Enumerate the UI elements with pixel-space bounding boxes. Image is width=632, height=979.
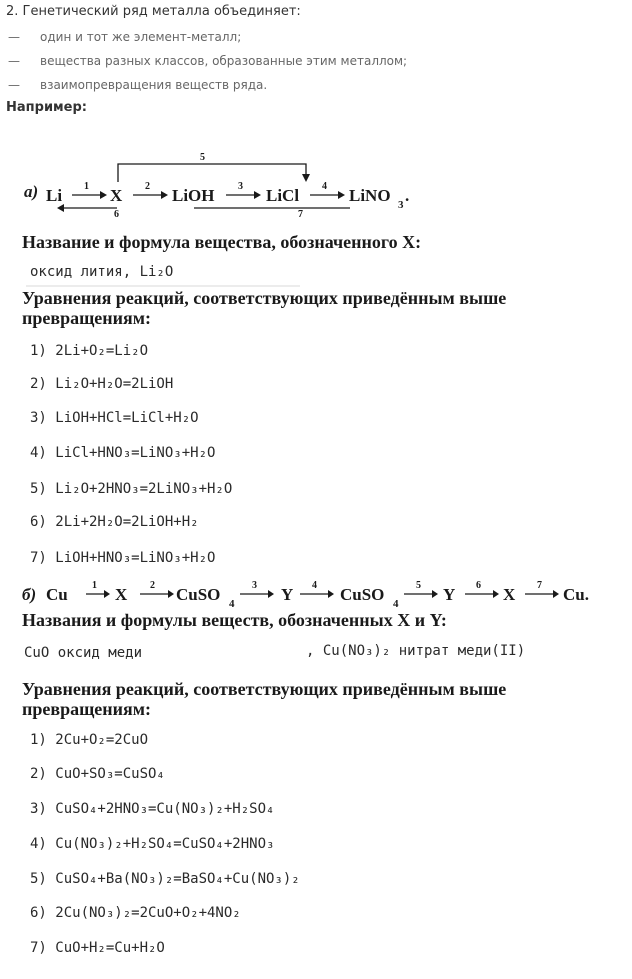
- chain-b-cu: Cu: [46, 585, 68, 604]
- equation-a-1: 1) 2Li+O₂=Li₂O: [30, 343, 149, 359]
- answer-b-y: , Cu(NO₃)₂ нитрат меди(II): [306, 643, 526, 659]
- equations-title-b-1: Уравнения реакций, соответствующих приведённым выше: [22, 679, 507, 699]
- equation-b-6: 6) 2Cu(NO₃)₂=2CuO+O₂+4NO₂: [30, 905, 241, 921]
- intro-heading: 2. Генетический ряд металла объединяет:: [6, 4, 301, 19]
- chain-a-li: Li: [46, 186, 63, 205]
- equation-a-6: 6) 2Li+2H₂O=2LiOH+H₂: [30, 514, 199, 530]
- bullet-text-2: вещества разных классов, образованные этим металлом;: [40, 54, 408, 68]
- chain-a-licl: LiCl: [266, 186, 300, 205]
- chain-a-period: .: [405, 186, 410, 205]
- equation-a-2: 2) Li₂O+H₂O=2LiOH: [30, 376, 174, 392]
- chain-b-num-7: 7: [537, 580, 542, 591]
- example-label: Например:: [6, 100, 87, 115]
- chain-a-num-4: 4: [322, 181, 327, 192]
- chain-b-num-6: 6: [476, 580, 481, 591]
- part-b-label: б): [22, 585, 37, 604]
- bullet-text-3: взаимопревращения веществ ряда.: [40, 78, 268, 92]
- question-x: Название и формула вещества, обозначенного X:: [22, 232, 422, 252]
- chain-a-num-3: 3: [238, 181, 243, 192]
- equations-title-a-1: Уравнения реакций, соответствующих приведённым выше: [22, 288, 507, 308]
- chain-b-num-1: 1: [92, 580, 97, 591]
- chain-a-lioh: LiOH: [172, 186, 215, 205]
- equation-b-4: 4) Cu(NO₃)₂+H₂SO₄=CuSO₄+2HNO₃: [30, 836, 275, 852]
- equation-a-5: 5) Li₂O+2HNO₃=2LiNO₃+H₂O: [30, 481, 233, 497]
- answer-b-x: CuO оксид меди: [24, 645, 143, 661]
- chain-b-y1: Y: [281, 585, 294, 604]
- equation-a-3: 3) LiOH+HCl=LiCl+H₂O: [30, 410, 199, 426]
- chain-a-num-1: 1: [84, 181, 89, 192]
- equation-a-4: 4) LiCl+HNO₃=LiNO₃+H₂O: [30, 445, 216, 461]
- bullet-text-1: один и тот же элемент-металл;: [40, 30, 242, 44]
- equations-title-a-2: превращениям:: [22, 308, 152, 328]
- chain-b-cuso4-1-sub: 4: [229, 598, 235, 610]
- equation-b-7: 7) CuO+H₂=Cu+H₂O: [30, 940, 165, 956]
- chain-b-num-3: 3: [252, 580, 257, 591]
- chain-b-num-2: 2: [150, 580, 155, 591]
- equation-b-1: 1) 2Cu+O₂=2CuO: [30, 732, 149, 748]
- chain-b-cuso4-1: CuSO: [176, 585, 221, 604]
- chain-a-num-5: 5: [200, 152, 205, 163]
- chain-b-x2: X: [503, 585, 516, 604]
- chain-b-num-4: 4: [312, 580, 317, 591]
- chain-b-cu-end: Cu.: [563, 585, 589, 604]
- chain-a-num-6: 6: [114, 209, 119, 220]
- equations-title-b-2: превращениям:: [22, 699, 152, 719]
- chain-b-cuso4-2-sub: 4: [393, 598, 399, 610]
- equation-b-2: 2) CuO+SO₃=CuSO₄: [30, 766, 165, 782]
- chain-a-lino3: LiNO: [349, 186, 391, 205]
- bullet-dash-3: —: [8, 78, 20, 92]
- chain-a-x: X: [110, 186, 123, 205]
- answer-x: оксид лития, Li₂O: [30, 264, 174, 280]
- bullet-dash-2: —: [8, 54, 20, 68]
- chain-a-num-2: 2: [145, 181, 150, 192]
- equation-b-5: 5) CuSO₄+Ba(NO₃)₂=BaSO₄+Cu(NO₃)₂: [30, 871, 300, 887]
- bullet-dash-1: —: [8, 30, 20, 44]
- question-xy: Названия и формулы веществ, обозначенных X и Y:: [22, 610, 447, 630]
- chain-b-y2: Y: [443, 585, 456, 604]
- chain-a-num-7: 7: [298, 209, 303, 220]
- part-a-label: а): [24, 182, 39, 201]
- chain-b-x1: X: [115, 585, 128, 604]
- equation-b-3: 3) CuSO₄+2HNO₃=Cu(NO₃)₂+H₂SO₄: [30, 801, 275, 817]
- chain-a-lino3-sub: 3: [398, 199, 404, 211]
- chain-b-cuso4-2: CuSO: [340, 585, 385, 604]
- arrow-a-5: [118, 164, 306, 182]
- chain-b-num-5: 5: [416, 580, 421, 591]
- equation-a-7: 7) LiOH+HNO₃=LiNO₃+H₂O: [30, 550, 216, 566]
